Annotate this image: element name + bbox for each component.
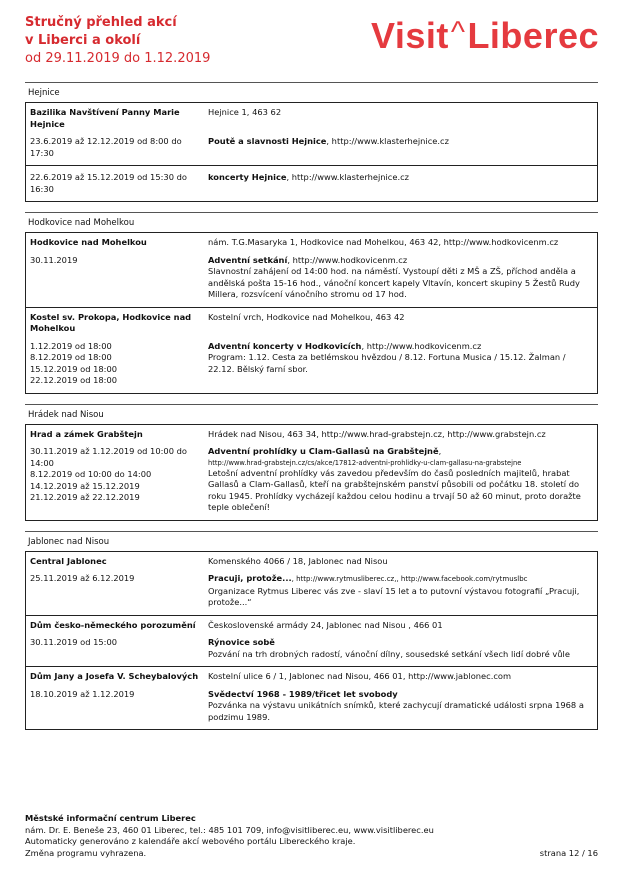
event-description: Pozvání na trh drobných radostí, vánoční dílny, sousedské setkání všech lidí dobré vůle <box>208 648 570 659</box>
venue-row <box>26 667 597 683</box>
event-details <box>206 172 597 195</box>
venue-address: Hrádek nad Nisou, 463 34, http://www.hrad-grabstejn.cz, http://www.grabstejn.cz <box>208 428 546 439</box>
footer-contact: nám. Dr. E. Beneše 23, 460 01 Liberec, tel.: 485 101 709, info@visitliberec.eu, www.visitliberec.eu <box>25 824 434 835</box>
venue-address: Kostelní vrch, Hodkovice nad Mohelkou, 463 42 <box>208 311 405 322</box>
venue-name: Hrad a zámek Grabštejn <box>30 428 143 439</box>
footer-generated-note: Automaticky generováno z kalendáře akcí webového portálu Libereckého kraje. <box>25 836 356 846</box>
event-row <box>26 335 597 393</box>
event-date: 22.6.2019 až 15.12.2019 od 15:30 do 16:30 <box>30 172 187 194</box>
logo-text-liberec: Liberec <box>467 15 599 56</box>
section-2 <box>25 404 598 521</box>
section-3 <box>25 531 598 731</box>
visit-liberec-logo <box>371 16 599 59</box>
event-date: 23.6.2019 až 12.12.2019 od 8:00 do 17:30 <box>30 136 182 158</box>
event-details <box>206 573 597 609</box>
venue-row <box>26 308 597 335</box>
event-title-line <box>208 136 591 148</box>
event-url: , http://www.klasterhejnice.cz <box>286 172 410 182</box>
event-details <box>206 341 597 387</box>
events-table <box>25 102 598 202</box>
event-block <box>26 103 597 165</box>
event-title-line <box>208 573 591 586</box>
event-title-line <box>208 255 591 267</box>
event-title: Adventní koncerty v Hodkovicích <box>208 340 362 351</box>
event-details <box>206 446 597 514</box>
event-date: 25.11.2019 až 6.12.2019 <box>30 573 135 583</box>
event-url: , <box>438 446 442 456</box>
event-title: koncerty Hejnice <box>208 172 287 182</box>
event-title: Adventní prohlídky u Clam-Gallasů na Grabštejně <box>208 446 439 456</box>
event-description: Organizace Rytmus Liberec vás zve - slaví 15 let a to putovní výstavou fotografií „Pracuji, protože...“ <box>208 585 580 607</box>
event-row <box>26 166 597 201</box>
section-1 <box>25 212 598 394</box>
footer-change-note: Změna programu vyhrazena. <box>25 847 147 858</box>
event-url: , http://www.hodkovicenm.cz <box>287 254 408 265</box>
venue-address: Komenského 4066 / 18, Jablonec nad Nisou <box>208 555 388 566</box>
event-title-line <box>208 172 591 184</box>
page-footer <box>25 813 598 859</box>
venue-name: Dům Jany a Josefa V. Scheybalových <box>30 671 199 681</box>
event-title-line <box>208 446 591 458</box>
venue-address: Kostelní ulice 6 / 1, Jablonec nad Nisou, 466 01, http://www.jablonec.com <box>208 671 512 681</box>
event-title-line <box>208 341 591 353</box>
venue-row <box>26 103 597 130</box>
event-row <box>26 249 597 307</box>
event-title: Pracuji, protože... <box>208 573 292 583</box>
logo-text-visit: Visit <box>370 15 449 56</box>
event-title: Poutě a slavnosti Hejnice <box>208 136 327 146</box>
event-date: 30.11.2019 <box>30 254 78 265</box>
event-date: 18.10.2019 až 1.12.2019 <box>30 688 135 699</box>
footer-organization: Městské informační centrum Liberec <box>25 813 196 823</box>
event-block <box>26 165 597 201</box>
event-date: 1.12.2019 od 18:00 8.12.2019 od 18:00 15.12.2019 od 18:00 22.12.2019 od 18:00 <box>30 340 118 385</box>
event-block <box>26 233 597 307</box>
event-details <box>206 136 597 159</box>
event-date: 30.11.2019 až 1.12.2019 od 10:00 do 14:00 8.12.2019 od 10:00 do 14:00 14.12.2019 až 15.12.2019 21.12.2019 až 22.12.2019 <box>30 446 187 502</box>
event-block <box>26 307 597 393</box>
venue-row <box>26 233 597 249</box>
event-details <box>206 255 597 301</box>
event-block <box>26 666 597 729</box>
event-url: , http://www.rytmusliberec.cz,, http://www.facebook.com/rytmuslbc <box>291 575 528 583</box>
event-block <box>26 615 597 667</box>
event-description: Program: 1.12. Cesta za betlémskou hvězdou / 8.12. Fortuna Musica / 15.12. Žalman / 22.12. Bělský farní sbor. <box>208 352 566 374</box>
document-title <box>25 14 210 68</box>
page-header <box>25 14 605 70</box>
title-date-range: od 29.11.2019 do 1.12.2019 <box>25 51 211 66</box>
title-line-2: v Liberci a okolí <box>25 33 141 48</box>
page-number: strana 12 / 16 <box>539 847 598 858</box>
event-details <box>206 689 597 724</box>
venue-row <box>26 425 597 441</box>
event-block <box>26 552 597 615</box>
event-row <box>26 631 597 666</box>
event-description: Pozvánka na výstavu unikátních snímků, které zachycují dramatické události srpna 1968 a podzimu 1989. <box>208 700 584 722</box>
event-date: 30.11.2019 od 15:00 <box>30 637 118 647</box>
venue-row <box>26 616 597 632</box>
venue-name: Kostel sv. Prokopa, Hodkovice nad Mohelkou <box>30 311 192 333</box>
event-description: Letošní adventní prohlídky vás zavedou především do časů posledních majitelů, hrabat Gallasů a Clam-Gallasů, kteří na grabštejnském panství působili od počátku 18. století do roku 1945. Prohlídky vycházejí každou celou hodinu a trvají 50 až 60 minut, proto doražte teple oblečení! <box>208 467 581 512</box>
section-heading: Jablonec nad Nisou <box>25 531 598 551</box>
section-heading: Hejnice <box>25 82 598 102</box>
venue-address: Československé armády 24, Jablonec nad Nisou , 466 01 <box>208 619 443 630</box>
event-url: , http://www.klasterhejnice.cz <box>326 136 449 146</box>
venue-row <box>26 552 597 568</box>
event-description: Slavnostní zahájení od 14:00 hod. na náměstí. Vystoupí děti z MŠ a ZŠ, příchod anděla a andělská pošta 15-16 hod., vánoční koncert kapely Vltavín, koncert skupiny 5 Žestů Rudy Millera, rozsvícení vánočního stromu od 17 hod. <box>208 266 580 299</box>
event-title: Adventní setkání <box>208 254 288 265</box>
title-line-1: Stručný přehled akcí <box>25 15 177 30</box>
section-heading: Hrádek nad Nisou <box>25 404 598 424</box>
event-url: , http://www.hodkovicenm.cz <box>361 340 482 351</box>
events-table <box>25 551 598 731</box>
event-url-long: http://www.hrad-grabstejn.cz/cs/akce/17812-adventni-prohlidky-u-clam-gallasu-na-grabstejne <box>208 458 522 467</box>
event-row <box>26 567 597 615</box>
venue-name: Dům česko-německého porozumění <box>30 619 196 630</box>
event-row <box>26 683 597 730</box>
section-heading: Hodkovice nad Mohelkou <box>25 212 598 232</box>
event-listing <box>25 82 598 740</box>
event-row <box>26 130 597 165</box>
event-title-line <box>208 689 591 701</box>
event-block <box>26 425 597 520</box>
event-title-line <box>208 637 591 649</box>
section-0 <box>25 82 598 202</box>
event-row <box>26 440 597 520</box>
event-details <box>206 637 597 660</box>
events-table <box>25 424 598 521</box>
logo-caret: ^ <box>450 16 466 49</box>
event-title: Rýnovice sobě <box>208 637 275 647</box>
venue-address: nám. T.G.Masaryka 1, Hodkovice nad Mohelkou, 463 42, http://www.hodkovicenm.cz <box>208 237 559 247</box>
venue-name: Hodkovice nad Mohelkou <box>30 237 147 247</box>
events-table <box>25 232 598 394</box>
event-title: Svědectví 1968 - 1989/třicet let svobody <box>208 688 398 699</box>
venue-name: Central Jablonec <box>30 555 107 566</box>
venue-address: Hejnice 1, 463 62 <box>208 107 282 117</box>
venue-name: Bazilika Navštívení Panny Marie Hejnice <box>30 107 180 129</box>
